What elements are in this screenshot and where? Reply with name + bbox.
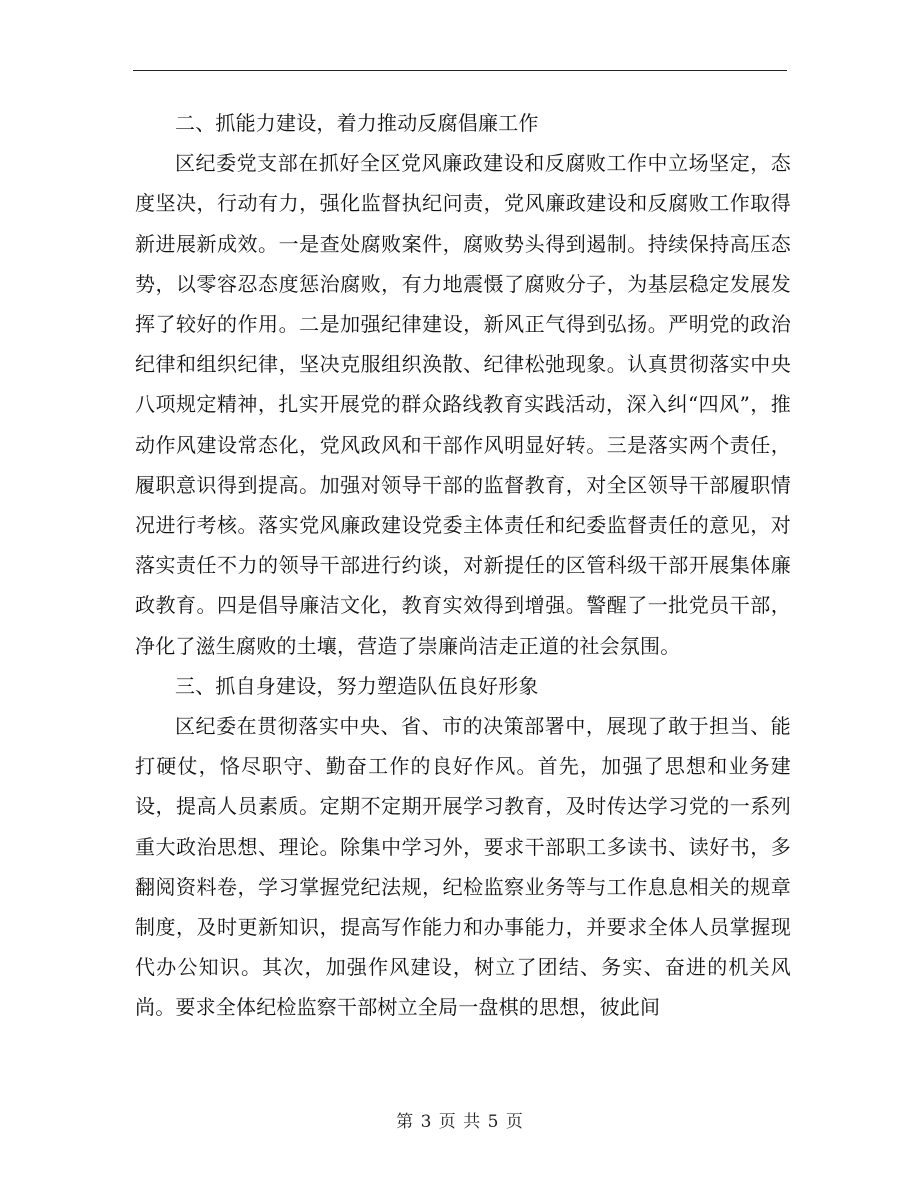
section-heading-2: 二、抓能力建设，着力推动反腐倡廉工作	[175, 111, 539, 135]
section-paragraph-3: 区纪委在贯彻落实中央、省、市的决策部署中，展现了敢于担当、能打硬仗，恪尽职守、勤奋工作的良好作风。首先，加强了思想和业务建设，提高人员素质。定期不定期开展学习教育，及时传达学习党的一系列重大政治思想、理论。除集中学习外，要求干部职工多读书、读好书，多翻阅资料卷，学习掌握党纪法规，纪检监察业务等与工作息息相关的规章制度，及时更新知识，提高写作能力和办事能力，并要求全体人员掌握现代办公知识。其次，加强作风建设，树立了团结、务实、奋进的机关风尚。要求全体纪检监察干部树立全局一盘棋的思想，彼此间	[135, 714, 791, 1020]
section-paragraph-2: 区纪委党支部在抓好全区党风廉政建设和反腐败工作中立场坚定，态度坚决，行动有力，强化监督执纪问责，党风廉政建设和反腐败工作取得新进展新成效。一是查处腐败案件，腐败势头得到遏制。持续保持高压态势，以零容忍态度惩治腐败，有力地震慑了腐败分子，为基层稳定发展发挥了较好的作用。二是加强纪律建设，新风正气得到弘扬。严明党的政治纪律和组织纪律，坚决克服组织涣散、纪律松弛现象。认真贯彻落实中央八项规定精神，扎实开展党的群众路线教育实践活动，深入纠“四风”，推动作风建设常态化，党风政风和干部作风明显好转。三是落实两个责任，履职意识得到提高。加强对领导干部的监督教育，对全区领导干部履职情况进行考核。落实党风廉政建设党委主体责任和纪委监督责任的意见，对落实责任不力的领导干部进行约谈，对新提任的区管科级干部开展集体廉政教育。四是倡导廉洁文化，教育实效得到增强。警醒了一批党员干部，净化了滋生腐败的土壤，营造了崇廉尚洁走正道的社会氛围。	[135, 151, 791, 658]
page-footer	[0, 1110, 920, 1134]
header-rule	[133, 70, 787, 71]
page-number-label: 第 3 页 共 5 页	[396, 1112, 524, 1132]
section-heading-3: 三、抓自身建设，努力塑造队伍良好形象	[175, 673, 539, 698]
document-body	[135, 103, 791, 1028]
